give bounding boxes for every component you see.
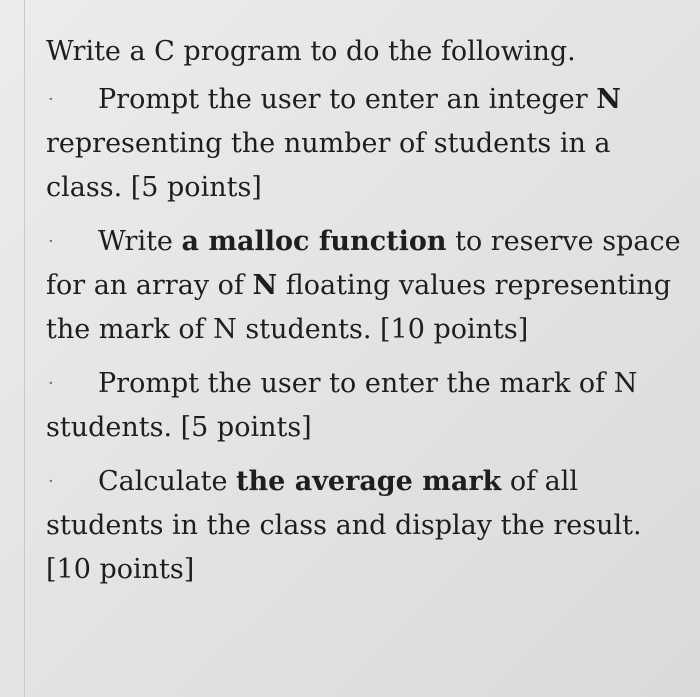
bold-segment: N bbox=[252, 270, 278, 301]
requirement-text bbox=[46, 78, 686, 210]
text-segment: Prompt the user to enter an integer bbox=[98, 84, 597, 115]
bold-segment: a malloc function bbox=[181, 226, 447, 257]
page-border bbox=[24, 0, 25, 697]
assignment-heading: Write a C program to do the following. bbox=[46, 36, 576, 67]
text-segment: Calculate bbox=[98, 466, 237, 497]
bold-segment: the average mark bbox=[236, 466, 502, 497]
bullet-icon: · bbox=[48, 471, 54, 492]
bullet-icon: · bbox=[48, 231, 54, 252]
text-segment: representing the number of students in a class. [5 points] bbox=[46, 128, 611, 203]
text-segment: of all students in the class and display the result. [10 points] bbox=[46, 466, 642, 585]
requirement-item-4 bbox=[46, 460, 686, 592]
bullet-icon: · bbox=[48, 89, 54, 110]
text-segment: Write bbox=[98, 226, 182, 257]
assignment-text bbox=[46, 30, 686, 602]
requirement-text bbox=[46, 362, 686, 450]
text-segment: Prompt the user to enter the mark of N students. [5 points] bbox=[46, 368, 638, 443]
text-segment: floating values representing the mark of N students. [10 points] bbox=[46, 270, 672, 345]
bullet-icon: · bbox=[48, 373, 54, 394]
requirement-item-3 bbox=[46, 362, 686, 450]
requirement-item-2 bbox=[46, 220, 686, 352]
bold-segment: N bbox=[596, 84, 621, 115]
requirement-text bbox=[46, 220, 686, 352]
text-segment: to reserve space for an array of bbox=[46, 226, 681, 301]
requirement-text bbox=[46, 460, 686, 592]
requirement-item-1 bbox=[46, 78, 686, 210]
